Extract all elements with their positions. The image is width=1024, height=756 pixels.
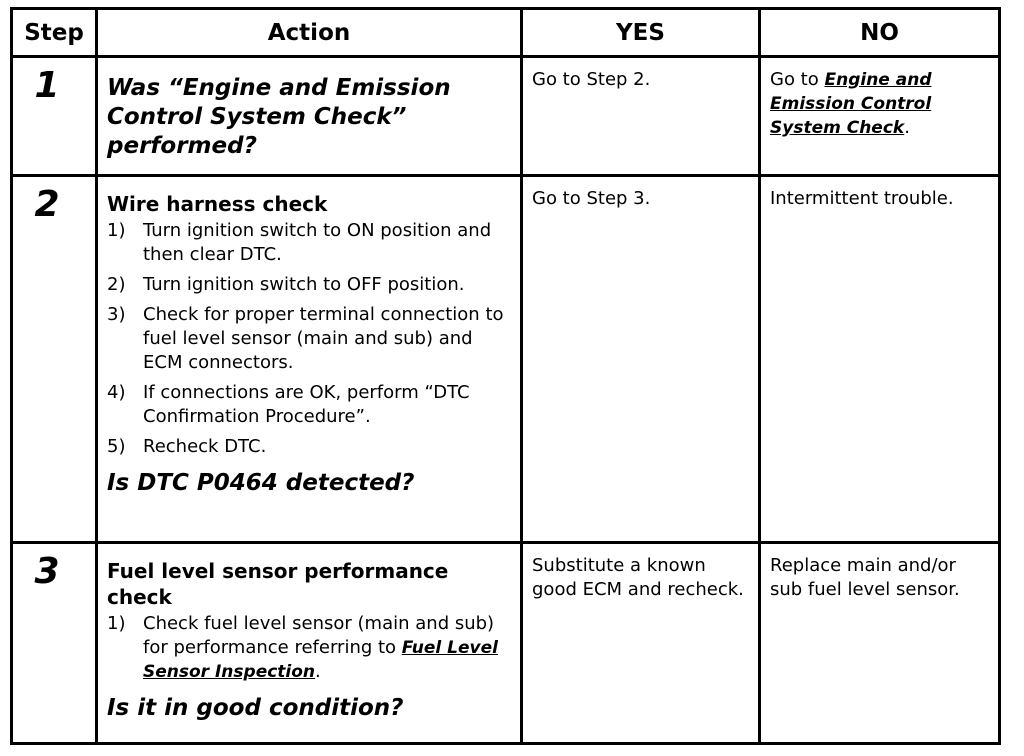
no-prefix: Go to: [770, 69, 825, 90]
yes-cell: [522, 543, 760, 744]
no-suffix: .: [904, 117, 910, 138]
yes-cell: [522, 176, 760, 543]
yes-cell: [522, 57, 760, 176]
no-text: [761, 58, 998, 146]
question-text: Is it in good condition?: [107, 695, 404, 721]
list-item: 2) Turn ignition switch to OFF position.: [107, 274, 465, 295]
engine-emission-check-link[interactable]: Engine and Emission Control System Check: [770, 70, 932, 138]
table-row: [12, 176, 1000, 543]
list-item: 3) Check for proper terminal connection to fuel level sensor (main and sub) and ECM connectors.: [107, 304, 504, 373]
header-step: Step: [12, 9, 97, 57]
header-no: NO: [760, 9, 1000, 57]
list-item: 1) Turn ignition switch to ON position and then clear DTC.: [107, 220, 492, 265]
yes-text: Go to Step 2.: [532, 69, 651, 90]
no-text: Replace main and/or sub fuel level sensor.: [770, 555, 960, 600]
fuel-level-sensor-inspection-link[interactable]: Fuel Level Sensor Inspection: [143, 638, 498, 682]
header-yes: YES: [522, 9, 760, 57]
action-cell: [97, 543, 522, 744]
action-cell: [97, 57, 522, 176]
no-cell: [760, 176, 1000, 543]
step-cell: [12, 57, 97, 176]
table-row: [12, 57, 1000, 176]
action-cell: [97, 176, 522, 543]
no-text: Intermittent trouble.: [770, 188, 954, 209]
yes-text: Substitute a known good ECM and recheck.: [532, 555, 744, 600]
diagnostic-table: [10, 7, 1001, 745]
step-cell: [12, 543, 97, 744]
step-cell: [12, 176, 97, 543]
table-row: [12, 543, 1000, 744]
procedure-list: [107, 219, 512, 459]
procedure-list: [107, 612, 512, 684]
step-number: 2: [34, 184, 60, 225]
check-title: Fuel level sensor performance check: [107, 559, 449, 609]
list-item: 1) Check fuel level sensor (main and sub) for performance referring to Fuel Level Sensor Inspection.: [107, 613, 498, 682]
step-number: 1: [34, 65, 60, 106]
list-item: 5) Recheck DTC.: [107, 436, 267, 457]
question-text: Is DTC P0464 detected?: [107, 470, 415, 496]
list-item: 4) If connections are OK, perform “DTC Confirmation Procedure”.: [107, 382, 470, 427]
yes-text: Go to Step 3.: [532, 188, 651, 209]
no-cell: [760, 543, 1000, 744]
check-title: Wire harness check: [107, 192, 328, 216]
step-number: 3: [34, 551, 60, 592]
question-text: Was “Engine and Emission Control System Check” performed?: [107, 75, 451, 159]
no-cell: [760, 57, 1000, 176]
header-row: [12, 9, 1000, 57]
header-action: Action: [97, 9, 522, 57]
